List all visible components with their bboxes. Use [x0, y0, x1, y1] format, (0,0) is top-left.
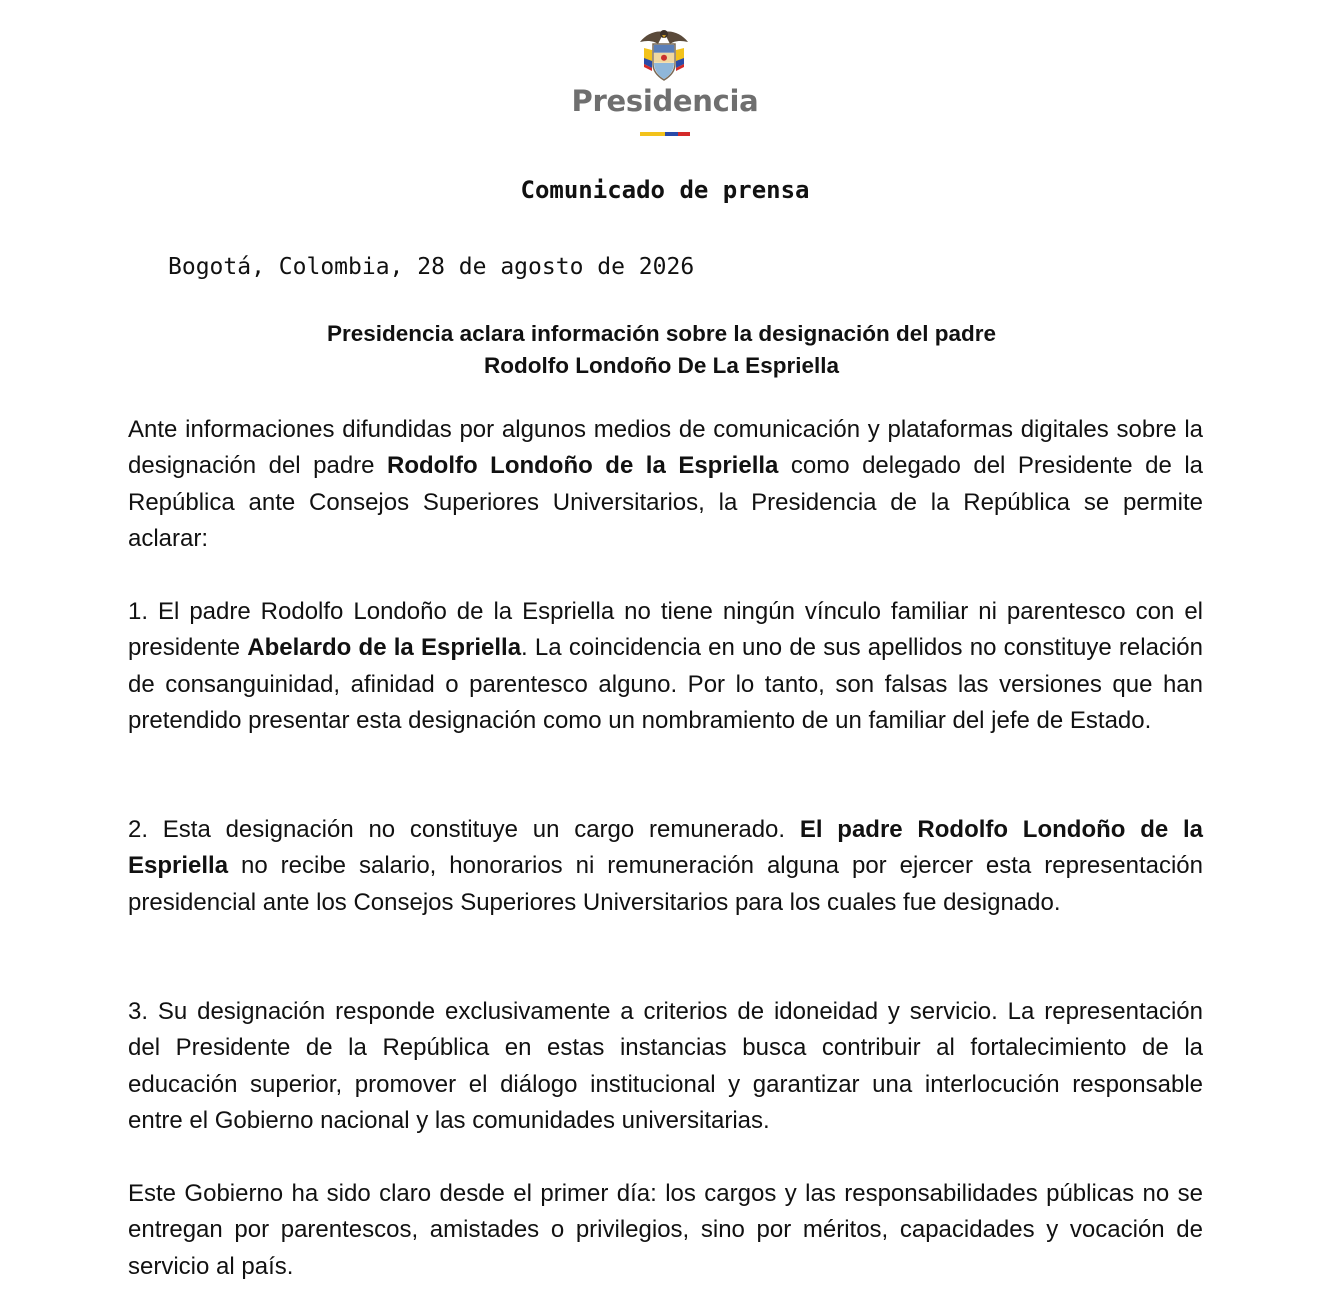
closing-paragraph: Este Gobierno ha sido claro desde el primer día: los cargos y las responsabilidades públicas no se entregan por parentescos, amistades o privilegios, sino por méritos, capacidades y vocación de servicio al país.	[128, 1180, 1203, 1280]
colombia-coat-of-arms-icon	[636, 28, 692, 84]
flag-color-bar	[640, 132, 690, 136]
point-2-paragraph	[128, 812, 1203, 921]
headline-line-2: Rodolfo Londoño De La Espriella	[483, 353, 839, 378]
document-title: Comunicado de prensa	[520, 176, 810, 204]
point-1-text-1: 1. El padre Rodolfo Londoño de la Espriella no tiene ningún vínculo familiar ni parentesco con el presidente	[128, 598, 1203, 662]
headline	[200, 318, 1123, 382]
intro-bold-name: Rodolfo Londoño de la Espriella	[387, 452, 779, 480]
point-1-text-2: . La coincidencia en uno de sus apellidos no constituye relación de consanguinidad, afinidad o parentesco alguno. Por lo tanto, son falsas las versiones que han pretendido presentar esta designación como un nombramiento de un familiar del jefe de Estado.	[128, 634, 1203, 734]
intro-text-1: Ante informaciones difundidas por algunos medios de comunicación y plataformas digitales sobre la designación del padre	[128, 416, 1203, 480]
point-2-bold-name: El padre Rodolfo Londoño de la Espriella	[128, 816, 1203, 880]
point-2-text-2: no recibe salario, honorarios ni remuneración alguna por ejercer esta representación presidencial ante los Consejos Superiores Universitarios para los cuales fue designado.	[128, 852, 1203, 916]
point-1-bold-name: Abelardo de la Espriella	[247, 634, 522, 662]
headline-line-1: Presidencia aclara información sobre la designación del padre	[327, 321, 996, 346]
logo-text: Presidencia	[571, 84, 759, 118]
dateline: Bogotá, Colombia, 28 de agosto de 2026	[168, 254, 695, 280]
intro-paragraph	[128, 412, 1203, 557]
intro-text-2: como delegado del Presidente de la República ante Consejos Superiores Universitarios, la Presidencia de la República se permite aclarar:	[128, 452, 1204, 552]
point-3-paragraph: 3. Su designación responde exclusivamente a criterios de idoneidad y servicio. La representación del Presidente de la República en estas instancias busca contribuir al fortalecimiento de la educación superior, promover el diálogo institucional y garantizar una interlocución responsable entre el Gobierno nacional y las comunidades universitarias.	[128, 998, 1203, 1134]
flag-yellow-stripe	[640, 132, 665, 136]
flag-red-stripe	[678, 132, 690, 136]
presidencia-logo	[560, 28, 770, 138]
point-2-text-1: 2. Esta designación no constituye un cargo remunerado.	[128, 816, 800, 843]
flag-blue-stripe	[665, 132, 678, 136]
point-1-paragraph	[128, 594, 1203, 739]
